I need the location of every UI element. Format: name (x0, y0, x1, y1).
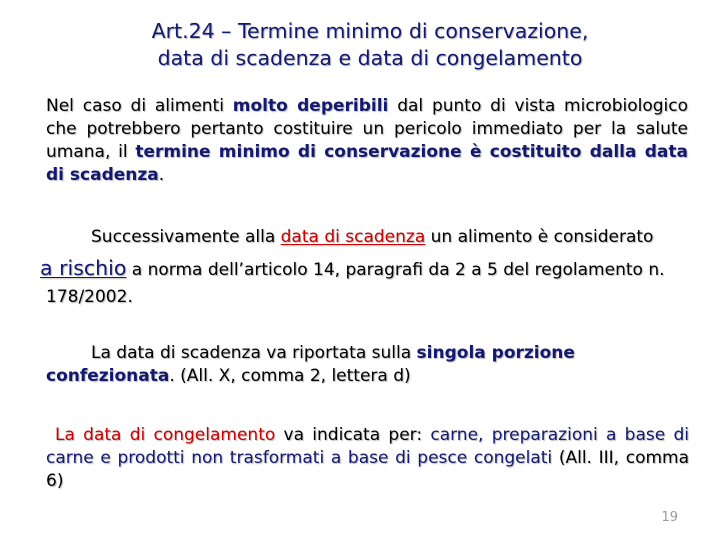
paragraph-single-portion (46, 342, 686, 388)
p3-text-a: La data di scadenza va riportata sulla (91, 343, 417, 363)
p2-text-f: 178/2002. (46, 287, 133, 307)
slide-title (0, 18, 720, 72)
p1-text-e: . (158, 165, 165, 185)
p2-text-e: a norma dell’articolo 14, paragrafi da 2 a 5 del regolamento n. (126, 260, 665, 280)
paragraph-expiry-risk-line-1 (91, 226, 691, 249)
page-number: 19 (661, 510, 678, 525)
p2-text-c: un alimento è considerato (425, 227, 654, 247)
paragraph-expiry-risk-line-2 (40, 257, 700, 282)
slide-title-line-2: data di scadenza e data di congelamento (157, 46, 583, 70)
p1-text-c: dal punto di vista microbiologico che potrebbero pertanto costituire un pericolo immediato per la salute umana, il (46, 96, 689, 162)
p2-emphasis-a-rischio: a rischio (40, 256, 127, 280)
p3-emphasis-singola-porzione: singola porzione confezionata (46, 343, 575, 386)
p2-emphasis-data-di-scadenza: data di scadenza (280, 227, 426, 247)
p2-text-a: Successivamente alla (91, 227, 281, 247)
slide-title-line-1: Art.24 – Termine minimo di conservazione, (151, 19, 589, 43)
p4-text-d: (All. III, comma 6) (46, 448, 690, 491)
p1-emphasis-molto-deperibili: molto deperibili (232, 96, 389, 116)
p4-emphasis-carne-preparazioni: carne, preparazioni a base di carne e prodotti non trasformati a base di pesce congelati (46, 425, 689, 468)
paragraph-expiry-risk-line-3 (46, 286, 246, 309)
p3-text-c: . (All. X, comma 2, lettera d) (169, 366, 411, 386)
paragraph-perishable-foods (46, 95, 688, 187)
p1-text-a: Nel caso di alimenti (46, 96, 233, 116)
p4-emphasis-data-di-congelamento: La data di congelamento (55, 425, 276, 445)
p1-emphasis-termine-minimo: termine minimo di conservazione è costituito dalla data di scadenza (46, 142, 688, 185)
p4-text-b: va indicata per: (275, 425, 431, 445)
paragraph-freezing-date (46, 424, 689, 493)
